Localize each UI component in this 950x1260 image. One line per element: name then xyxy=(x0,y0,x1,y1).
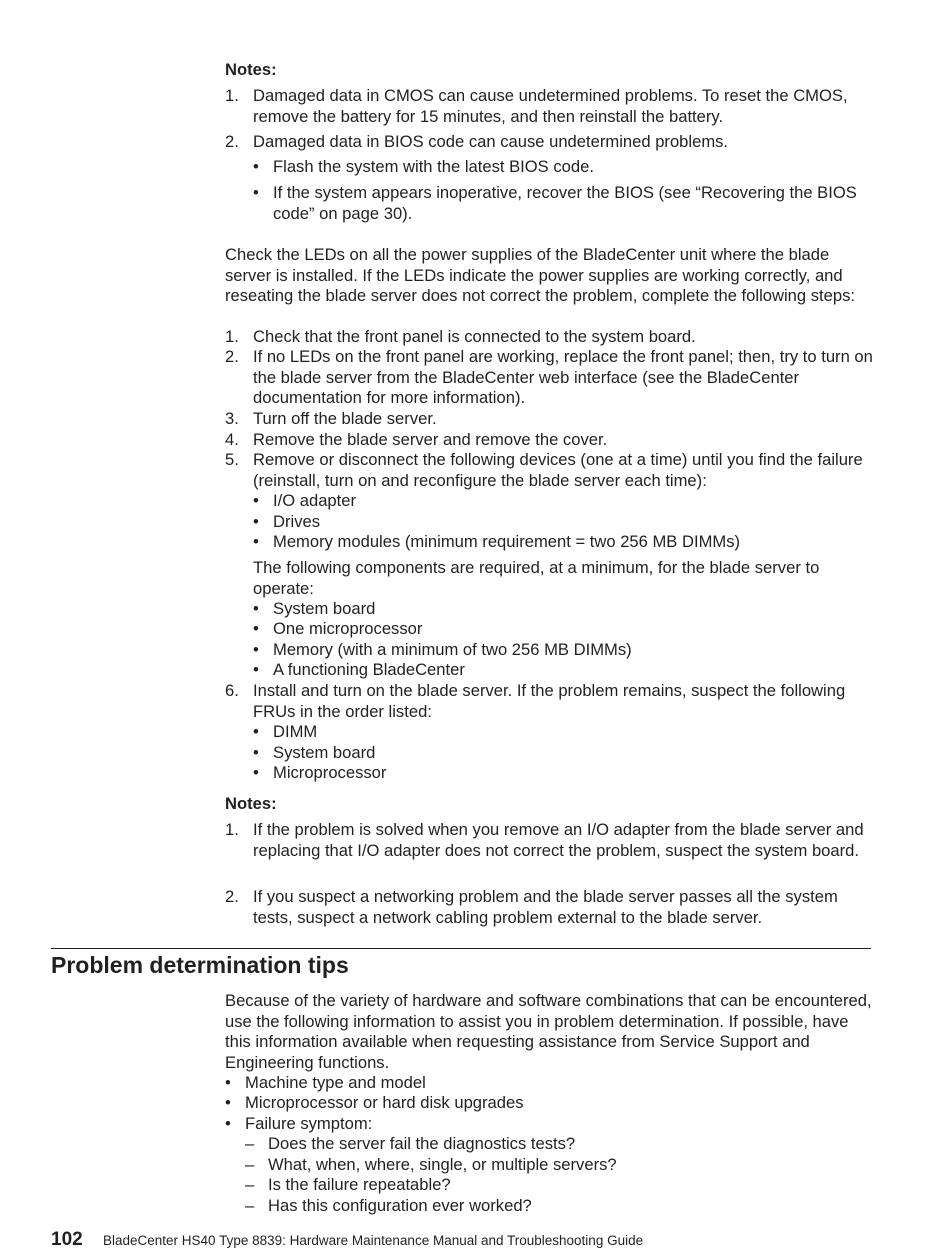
section-heading: Problem determination tips xyxy=(51,952,349,978)
step-number: 4. xyxy=(225,430,239,449)
note-text: If the problem is solved when you remove an I/O adapter from the blade server and replacing that I/O adapter does not correct the problem, suspect the system board. xyxy=(253,820,864,860)
bullet-text: A functioning BladeCenter xyxy=(273,660,465,679)
bullet-text: Drives xyxy=(273,512,321,531)
dash-text: What, when, where, single, or multiple servers? xyxy=(268,1155,617,1174)
note-text: Damaged data in CMOS can cause undetermined problems. To reset the CMOS, remove the battery for 15 minutes, and then reinstall the battery. xyxy=(253,86,848,126)
step-number: 6. xyxy=(225,681,239,700)
bullet-text: If the system appears inoperative, recover the BIOS (see “Recovering the BIOS code” on page 30). xyxy=(273,183,857,223)
bullet-marker: • xyxy=(225,1093,231,1112)
section-paragraph: Because of the variety of hardware and software combinations that can be encountered, use the following information to assist you in problem determination. If possible, have this information available when requesting assistance from Service Support and Engineering functions. xyxy=(225,991,872,1072)
note-number: 2. xyxy=(225,132,239,151)
step-number: 5. xyxy=(225,450,239,469)
bullet-marker: • xyxy=(253,722,259,741)
followup-text: The following components are required, at a minimum, for the blade server to operate: xyxy=(253,558,820,598)
note-text: Damaged data in BIOS code can cause undetermined problems. xyxy=(253,132,729,151)
step-text: Check that the front panel is connected to the system board. xyxy=(253,327,696,346)
step-text: Remove the blade server and remove the cover. xyxy=(253,430,608,449)
bullet-text: Microprocessor xyxy=(273,763,387,782)
bullet-text: I/O adapter xyxy=(273,491,357,510)
bullet-marker: • xyxy=(253,599,259,618)
notes-heading: Notes: xyxy=(225,794,277,813)
bullet-text: Memory (with a minimum of two 256 MB DIMMs) xyxy=(273,640,632,659)
bullet-marker: • xyxy=(253,157,259,176)
bullet-marker: • xyxy=(253,743,259,762)
bullet-text: System board xyxy=(273,599,376,618)
bullet-text: System board xyxy=(273,743,376,762)
dash-marker: – xyxy=(245,1175,255,1194)
bullet-text: One microprocessor xyxy=(273,619,423,638)
note-number: 2. xyxy=(225,887,239,906)
step-text: If no LEDs on the front panel are working, replace the front panel; then, try to turn on the blade server from the BladeCenter web interface (see the BladeCenter documentation for more information). xyxy=(253,347,873,408)
footer-title: BladeCenter HS40 Type 8839: Hardware Maintenance Manual and Troubleshooting Guide xyxy=(103,1233,644,1248)
bullet-marker: • xyxy=(253,640,259,659)
note-number: 1. xyxy=(225,86,239,105)
dash-marker: – xyxy=(245,1196,255,1215)
bullet-text: Failure symptom: xyxy=(245,1114,373,1133)
intro-paragraph: Check the LEDs on all the power supplies of the BladeCenter unit where the blade server is installed. If the LEDs indicate the power supplies are working correctly, and reseating the blade server does not correct the problem, complete the following steps: xyxy=(225,245,855,306)
bullet-marker: • xyxy=(225,1114,231,1133)
dash-text: Has this configuration ever worked? xyxy=(268,1196,532,1215)
bullet-text: Microprocessor or hard disk upgrades xyxy=(245,1093,524,1112)
bullet-marker: • xyxy=(253,183,259,202)
page-number: 102 xyxy=(51,1229,83,1250)
bullet-marker: • xyxy=(253,619,259,638)
step-text: Install and turn on the blade server. If the problem remains, suspect the following FRUs in the order listed: xyxy=(253,681,846,721)
bullet-marker: • xyxy=(253,532,259,551)
bullet-marker: • xyxy=(253,660,259,679)
bullet-text: DIMM xyxy=(273,722,318,741)
section-divider xyxy=(51,948,871,949)
bullet-marker: • xyxy=(253,512,259,531)
step-text: Turn off the blade server. xyxy=(253,409,437,428)
step-number: 3. xyxy=(225,409,239,428)
bullet-text: Machine type and model xyxy=(245,1073,426,1092)
step-number: 1. xyxy=(225,327,239,346)
dash-text: Is the failure repeatable? xyxy=(268,1175,451,1194)
bullet-text: Flash the system with the latest BIOS code. xyxy=(273,157,594,176)
bullet-marker: • xyxy=(253,763,259,782)
bullet-marker: • xyxy=(225,1073,231,1092)
step-number: 2. xyxy=(225,347,239,366)
note-number: 1. xyxy=(225,820,239,839)
step-text: Remove or disconnect the following devices (one at a time) until you find the failure (reinstall, turn on and reconfigure the blade server each time): xyxy=(253,450,863,490)
dash-marker: – xyxy=(245,1155,255,1174)
bullet-text: Memory modules (minimum requirement = two 256 MB DIMMs) xyxy=(273,532,741,551)
bullet-marker: • xyxy=(253,491,259,510)
dash-marker: – xyxy=(245,1134,255,1153)
note-text: If you suspect a networking problem and the blade server passes all the system tests, suspect a network cabling problem external to the blade server. xyxy=(253,887,838,927)
notes-heading: Notes: xyxy=(225,60,277,79)
dash-text: Does the server fail the diagnostics tests? xyxy=(268,1134,576,1153)
